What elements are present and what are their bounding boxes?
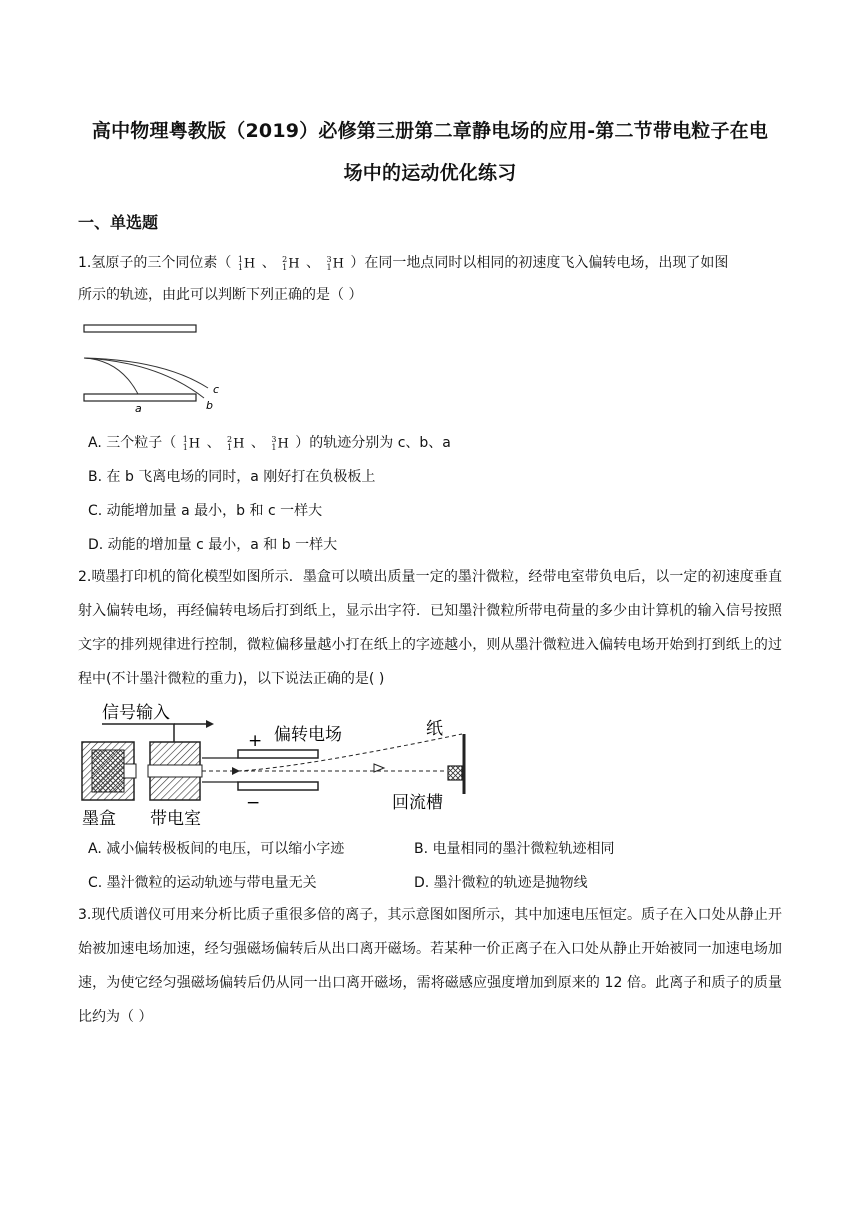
q3-stem: 3.现代质谱仪可用来分析比质子重很多倍的离子，其示意图如图所示，其中加速电压恒定。质子在入口处从静止开始被加速电场加速，经匀强磁场偏转后从出口离开磁场。若某种一价正离子在入口处从静止开始被同一加速电场加速，为使它经匀强磁场偏转后仍从同一出口离开磁场，需将磁感应强度增加到原来的 12 倍。此离子和质子的质量比约为（ ）: [78, 907, 782, 1025]
q2-option-d[interactable]: D. 墨汁微粒的轨迹是抛物线: [414, 875, 588, 891]
isotope-h3: 3 1 H: [326, 254, 344, 272]
q1-option-a[interactable]: A. 三个粒子（ 1 1 H 、 2 1 H 、 3 1 H ）的轨迹分别为 c、b、a: [88, 434, 451, 452]
q1-stem-line-1: 1.氢原子的三个同位素（ 1 1 H 、 2 1 H 、 3 1 H ）在同一地点同时以相同的初速度飞入偏转电场，出现了如图: [78, 254, 729, 272]
q1-trajectory-figure: [78, 318, 228, 418]
label-a: a: [135, 402, 142, 415]
signal-arrow-icon: [206, 720, 214, 728]
label-ink-box: 墨盒: [82, 809, 116, 829]
label-signal-input: 信号输入: [102, 703, 170, 723]
q1-stem-line-2: 所示的轨迹，由此可以判断下列正确的是（ ）: [78, 287, 363, 303]
lower-plate: [84, 394, 196, 401]
lower-deflection-plate: [238, 782, 318, 790]
trajectory-c: [84, 358, 208, 388]
q1-option-c[interactable]: C. 动能增加量 a 最小，b 和 c 一样大: [88, 503, 323, 519]
trajectory-a: [84, 358, 138, 394]
label-plus: +: [248, 731, 263, 751]
document-title-line-1: 高中物理粤教版（2019）必修第三册第二章静电场的应用-第二节带电粒子在电: [91, 120, 769, 142]
label-paper: 纸: [426, 719, 443, 739]
section-heading: 一、单选题: [78, 213, 159, 232]
label-minus: −: [246, 793, 261, 813]
ink-box-core: [92, 750, 124, 792]
q1-option-d[interactable]: D. 动能的增加量 c 最小，a 和 b 一样大: [88, 537, 338, 553]
q2-option-a[interactable]: A. 减小偏转极板间的电压，可以缩小字迹: [88, 841, 345, 857]
upper-plate: [84, 325, 196, 332]
upper-deflection-plate: [238, 750, 318, 758]
label-deflection-field: 偏转电场: [274, 725, 342, 745]
label-return-tank: 回流槽: [392, 793, 443, 813]
q1-prefix: 1.氢原子的三个同位素（: [78, 255, 232, 271]
isotope-h1: 1 1 H: [237, 254, 256, 272]
signal-line: [102, 724, 174, 742]
document-title-line-2: 场中的运动优化练习: [343, 162, 517, 184]
isotope-h1: 1 1 H: [182, 434, 201, 452]
return-tank: [448, 766, 462, 780]
isotope-h3: 3 1 H: [271, 434, 289, 452]
q2-option-b[interactable]: B. 电量相同的墨汁微粒轨迹相同: [414, 841, 615, 857]
isotope-h2: 2 1 H: [282, 254, 300, 272]
q1-suffix: ）在同一地点同时以相同的初速度飞入偏转电场，出现了如图: [350, 255, 729, 271]
label-charge-chamber: 带电室: [150, 809, 201, 829]
q1-option-b[interactable]: B. 在 b 飞离电场的同时，a 刚好打在负极板上: [88, 469, 376, 485]
q2-inkjet-figure: [78, 698, 478, 830]
label-c: c: [213, 383, 220, 396]
label-b: b: [206, 399, 213, 412]
q2-option-c[interactable]: C. 墨汁微粒的运动轨迹与带电量无关: [88, 875, 317, 891]
isotope-h2: 2 1 H: [227, 434, 245, 452]
q2-stem: 2.喷墨打印机的简化模型如图所示．墨盒可以喷出质量一定的墨汁微粒，经带电室带负电后，以一定的初速度垂直射入偏转电场，再经偏转电场后打到纸上，显示出字符．已知墨汁微粒所带电荷量的多少由计算机的输入信号按照文字的排列规律进行控制，微粒偏移量越小打在纸上的字迹越小，则从墨汁微粒进入偏转电场开始到打到纸上的过程中(不计墨汁微粒的重力)，以下说法正确的是( ): [78, 569, 782, 687]
